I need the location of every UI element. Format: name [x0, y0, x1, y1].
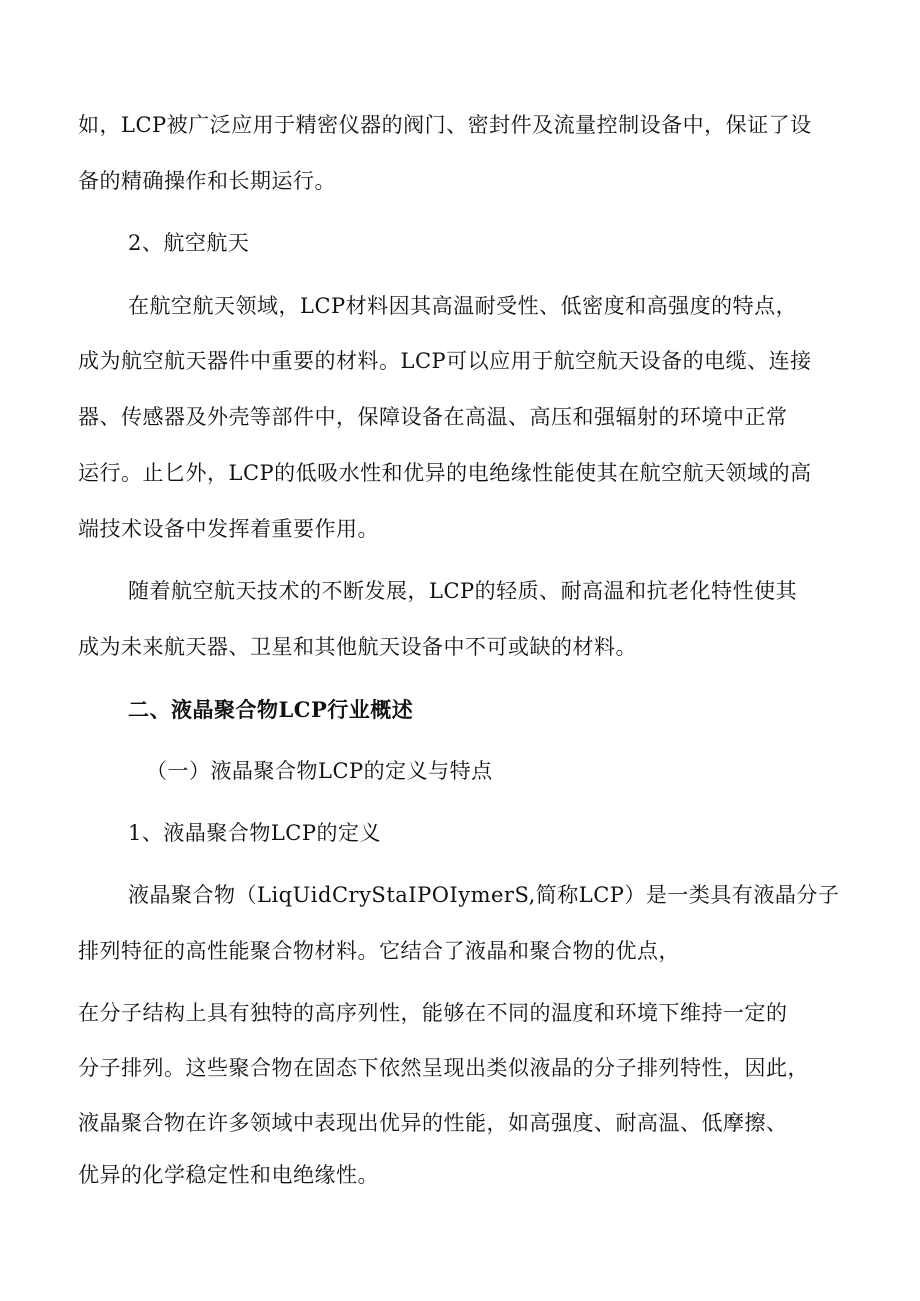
paragraph-line: 如，LCP被广泛应用于精密仪器的阀门、密封件及流量控制设备中，保证了设	[78, 113, 812, 137]
paragraph-line: 在航空航天领域，LCP材料因其高温耐受性、低密度和高强度的特点，	[128, 294, 798, 318]
section-heading-aerospace: 2、航空航天	[128, 231, 250, 255]
chapter-heading: 二、液晶聚合物LCP行业概述	[128, 697, 414, 722]
paragraph-line: 液晶聚合物在许多领域中表现出优异的性能，如高强度、耐高温、低摩擦、	[78, 1111, 788, 1135]
paragraph-line: 备的精确操作和长期运行。	[78, 169, 336, 193]
paragraph-line: 成为未来航天器、卫星和其他航天设备中不可或缺的材料。	[78, 635, 637, 659]
paragraph-line: 随着航空航天技术的不断发展，LCP的轻质、耐高温和抗老化特性使其	[128, 579, 798, 603]
paragraph-line: 液晶聚合物（LiqUidCryStaIPOIymerS,简称LCP）是一类具有液晶分子	[128, 883, 840, 907]
paragraph-line: 运行。止匕外，LCP的低吸水性和优异的电绝缘性能使其在航空航天领域的高	[78, 461, 812, 485]
paragraph-line: 端技术设备中发挥着重要作用。	[78, 517, 379, 541]
paragraph-line: 器、传感器及外壳等部件中，保障设备在高温、高压和强辐射的环境中正常	[78, 405, 788, 429]
paragraph-line: 分子排列。这些聚合物在固态下依然呈现出类似液晶的分子排列特性，因此，	[78, 1056, 809, 1080]
subsection-heading: （一）液晶聚合物LCP的定义与特点	[146, 759, 493, 783]
paragraph-line: 优异的化学稳定性和电绝缘性。	[78, 1163, 379, 1187]
paragraph-line: 排列特征的高性能聚合物材料。它结合了液晶和聚合物的优点，	[78, 939, 680, 963]
paragraph-line: 在分子结构上具有独特的高序列性，能够在不同的温度和环境下维持一定的	[78, 1001, 788, 1025]
section-heading-definition: 1、液晶聚合物LCP的定义	[128, 821, 382, 845]
paragraph-line: 成为航空航天器件中重要的材料。LCP可以应用于航空航天设备的电缆、连接	[78, 349, 812, 373]
